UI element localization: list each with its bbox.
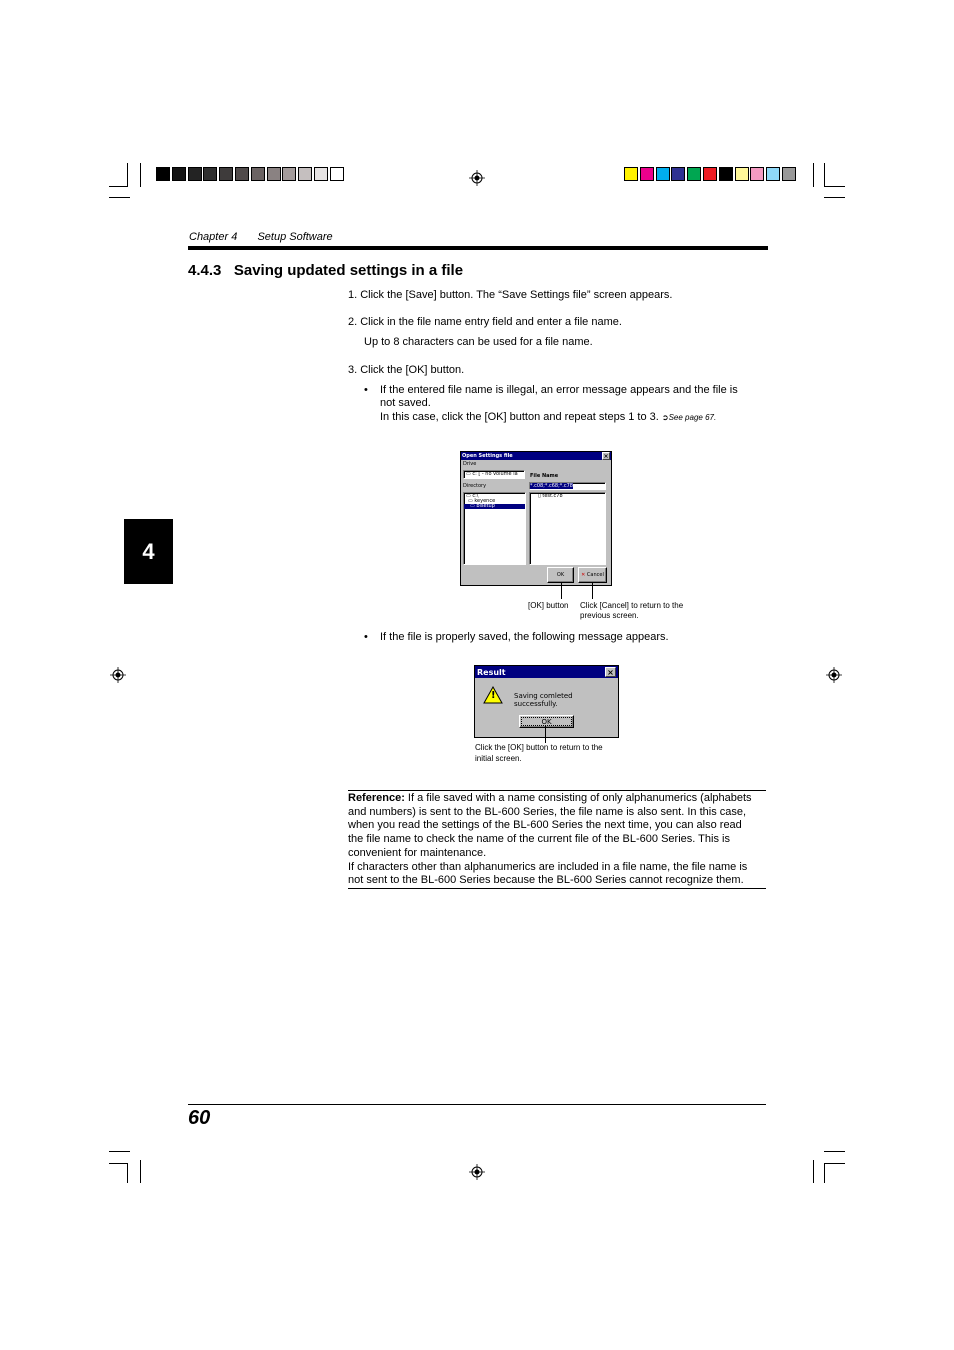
close-icon[interactable]: ×: [603, 452, 609, 460]
registration-mark: [826, 667, 842, 683]
directory-list[interactable]: [463, 492, 526, 565]
color-swatch: [656, 167, 670, 181]
color-swatch: [156, 167, 170, 181]
bullet-1-line-b: not saved.: [380, 397, 431, 409]
chapter-label: Chapter 4: [189, 231, 238, 243]
running-header: [189, 231, 333, 243]
leader-line: [561, 582, 562, 599]
reference-line: [348, 792, 768, 806]
color-swatch: [235, 167, 249, 181]
reference-line: and numbers) is sent to the BL-600 Series, the file name is also sent. In this case,: [348, 805, 747, 818]
registration-mark: [469, 1164, 485, 1180]
color-swatch: [251, 167, 265, 181]
reference-line: the file name to check the name of the current file of the BL-600 Series. This is: [348, 833, 730, 846]
color-swatch: [267, 167, 281, 181]
reference-line: If characters other than alphanumerics are included in a file name, the file name is: [348, 860, 748, 873]
cancel-caption-line-b: previous screen.: [580, 611, 639, 620]
dialog-title: Open Settings file: [462, 453, 513, 459]
color-swatch: [750, 167, 764, 181]
color-swatch: [188, 167, 202, 181]
cancel-caption-line-a: Click [Cancel] to return to the: [580, 601, 684, 610]
folder-icon: ▭: [466, 493, 471, 499]
cancel-label: Cancel: [586, 572, 604, 578]
file-name: test.c78: [542, 493, 563, 499]
registration-mark: [469, 170, 485, 186]
close-icon[interactable]: ×: [605, 667, 616, 677]
page-number: 60: [188, 1107, 211, 1129]
chapter-tab: 4: [124, 519, 173, 584]
drive-value: c: [ - no volume la: [472, 471, 518, 477]
reference-line: when you read the settings of the BL-600 Series the next time, you can also read: [348, 819, 742, 832]
color-swatch: [719, 167, 733, 181]
color-swatch: [640, 167, 654, 181]
dir-name: c:\: [472, 493, 479, 499]
step-1: 1. Click the [Save] button. The “Save Settings file” screen appears.: [348, 289, 673, 301]
color-swatch: [624, 167, 638, 181]
color-swatch: [671, 167, 685, 181]
drive-label: Drive: [463, 461, 477, 467]
cancel-button[interactable]: [578, 567, 607, 583]
color-swatch: [203, 167, 217, 181]
bullet-dot: •: [364, 384, 368, 396]
open-settings-dialog: [460, 451, 612, 586]
folder-open-icon: ▭: [470, 503, 475, 509]
filename-label: File Name: [530, 473, 559, 479]
bullet-1-line-a: If the entered file name is illegal, an error message appears and the file is: [380, 384, 738, 396]
directory-label: Directory: [463, 483, 487, 489]
color-swatch: [219, 167, 233, 181]
color-swatch: [172, 167, 186, 181]
color-swatch: [330, 167, 344, 181]
page-ref-link[interactable]: See page 67.: [668, 413, 717, 422]
file-icon: ▯: [538, 493, 541, 499]
bullet-1-line-c: [380, 411, 716, 424]
cancel-x-icon: ✕: [581, 572, 586, 578]
bullet-1-text: In this case, click the [OK] button and repeat steps 1 to 3.: [380, 411, 659, 423]
reference-label: Reference:: [348, 792, 405, 804]
warning-glyph: !: [491, 690, 496, 701]
filename-value: *.c08;*.c68;*.c78: [530, 483, 573, 489]
reference-text: If a file saved with a name consisting of only alphanumerics (alphabets: [407, 792, 752, 804]
color-swatch: [782, 167, 796, 181]
header-rule: [188, 246, 768, 250]
reference-block: [348, 792, 768, 888]
dir-name: blsetup: [476, 503, 495, 509]
drive-icon: ▭: [466, 471, 471, 477]
file-item[interactable]: [530, 493, 605, 499]
color-swatch: [282, 167, 296, 181]
section-title: 4.4.3 Saving updated settings in a file: [188, 262, 464, 279]
section-label: Setup Software: [257, 231, 333, 243]
registration-mark: [110, 667, 126, 683]
color-swatch: [298, 167, 312, 181]
drive-select[interactable]: [463, 470, 525, 479]
result-caption-line-a: Click the [OK] button to return to the: [475, 743, 603, 752]
color-swatch: [314, 167, 328, 181]
reference-bottom-rule: [348, 888, 766, 889]
leader-line: [592, 582, 593, 599]
bullet-2: If the file is properly saved, the following message appears.: [380, 631, 669, 643]
page-ref-arrow-icon: ➲: [661, 413, 669, 422]
reference-line: not sent to the BL-600 Series because the BL-600 Series cannot recognize them.: [348, 874, 744, 887]
step-3: 3. Click the [OK] button.: [348, 364, 465, 376]
color-swatch: [687, 167, 701, 181]
dialog-title: Result: [477, 667, 506, 677]
result-dialog: [474, 665, 619, 738]
color-swatch: [703, 167, 717, 181]
step-2-note: Up to 8 characters can be used for a file name.: [364, 336, 593, 348]
dir-item-selected[interactable]: [464, 504, 525, 509]
result-caption-line-b: initial screen.: [475, 754, 522, 763]
filename-input[interactable]: [529, 482, 606, 490]
reference-top-rule: [348, 790, 766, 791]
bullet-dot: •: [364, 631, 368, 643]
reference-line: convenient for maintenance.: [348, 846, 487, 859]
color-swatch: [735, 167, 749, 181]
result-message: Saving comleted successfully.: [514, 692, 573, 708]
footer-rule: [188, 1104, 766, 1105]
ok-button-caption: [OK] button: [528, 601, 569, 610]
ok-button[interactable]: OK: [547, 567, 574, 583]
ok-button[interactable]: OK: [519, 715, 574, 728]
step-2: 2. Click in the file name entry field and enter a file name.: [348, 316, 622, 328]
dir-name: keyence: [474, 498, 496, 504]
color-swatch: [766, 167, 780, 181]
file-list[interactable]: [529, 492, 606, 565]
leader-line: [545, 725, 546, 743]
folder-icon: ▭: [468, 498, 473, 504]
